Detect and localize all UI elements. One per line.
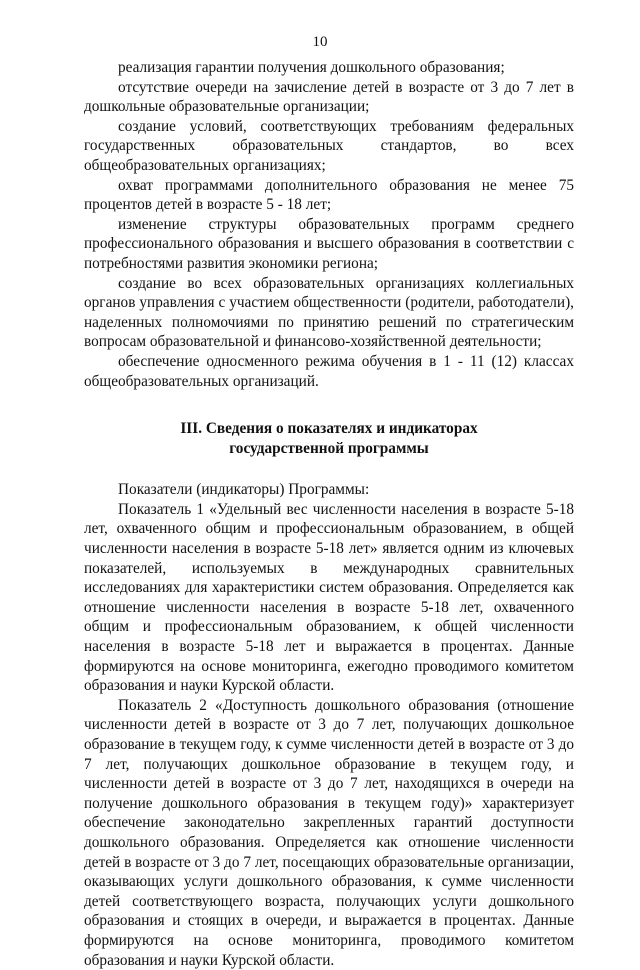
intro-item: отсутствие очереди на зачисление детей в возрасте от 3 до 7 лет в дошкольные образовательные организации; bbox=[84, 78, 574, 116]
intro-item: изменение структуры образовательных программ среднего профессионального образования и высшего образования в соответствии с потребностями развития экономики региона; bbox=[84, 215, 574, 272]
indicator-paragraph: Показатель 1 «Удельный вес численности населения в возрасте 5-18 лет, охваченного общим и профессиональным образованием, в общей численности населения в возрасте 5-18 лет» является одним из ключевых показателей, используемых в международных сравнительных исследованиях для характеристики систем образования. Определяется как отношение численности населения в возрасте 5-18 лет, охваченного общим и профессиональным образованием, к общей численности населения в возрасте 5-18 лет и выражается в процентах. Данные формируются на основе мониторинга, ежегодно проводимого комитетом образования и науки Курской области. bbox=[84, 500, 574, 695]
intro-item: создание во всех образовательных организациях коллегиальных органов управления с участием общественности (родители, работодатели), наделенных полномочиями по принятию решений по стратегическим вопросам образовательной и финансово-хозяйственной деятельности; bbox=[84, 274, 574, 351]
page-number: 10 bbox=[312, 34, 328, 50]
section-heading bbox=[84, 419, 574, 458]
intro-item: охват программами дополнительного образования не менее 75 процентов детей в возрасте 5 - 18 лет; bbox=[84, 176, 574, 214]
section-heading-line: государственной программы bbox=[229, 439, 429, 457]
indicator-paragraph: Показатель 2 «Доступность дошкольного образования (отношение численности детей в возрасте от 3 до 7 лет, получающих дошкольное образование в текущем году, к сумме численности детей в возрасте от 3 до 7 лет, получающих дошкольное образование в текущем году, и численности детей в возрасте от 3 до 7 лет, находящихся в очереди на получение дошкольного образования в текущем году)» характеризует обеспечение законодательно закрепленных гарантий доступности дошкольного образования. Определяется как отношение численности детей в возрасте от 3 до 7 лет, посещающих образовательные организации, оказывающих услуги дошкольного образования, к сумме численности детей соответствующего возраста, получающих услуги дошкольного образования и стоящих в очереди, и выражается в процентах. Данные формируются на основе мониторинга, проводимого комитетом образования и науки Курской области. bbox=[84, 696, 574, 969]
intro-item: создание условий, соответствующих требованиям федеральных государственных образовательных стандартов, во всех общеобразовательных организациях; bbox=[84, 117, 574, 174]
document-body bbox=[84, 58, 574, 970]
indicators-intro: Показатели (индикаторы) Программы: bbox=[118, 481, 370, 499]
section-heading-line: III. Сведения о показателях и индикаторах bbox=[180, 420, 478, 438]
intro-item: реализация гарантии получения дошкольного образования; bbox=[118, 59, 505, 76]
intro-item: обеспечение односменного режима обучения в 1 - 11 (12) классах общеобразовательных организаций. bbox=[84, 352, 574, 390]
